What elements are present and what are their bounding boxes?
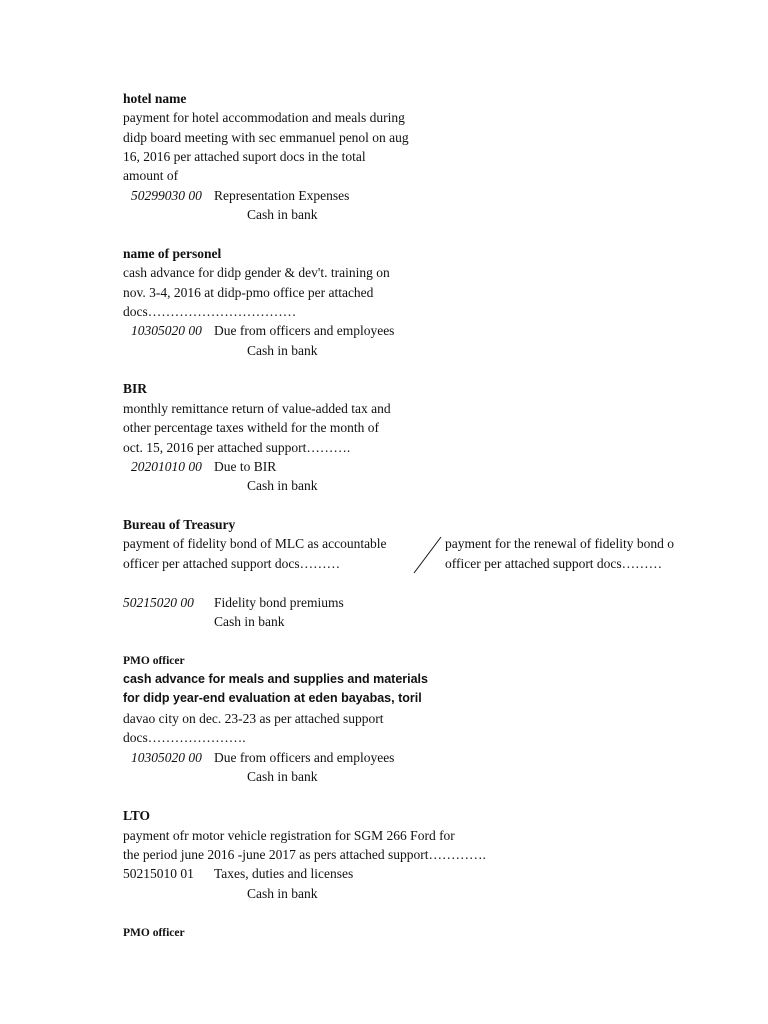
account-code: 50215020 00 (123, 595, 194, 610)
entry-description-line: davao city on dec. 23-23 as per attached support (123, 711, 384, 726)
entry-description-line: for didp year-end evaluation at eden bayabas, toril (123, 691, 422, 705)
credit-account: Cash in bank (247, 343, 318, 358)
debit-account: Fidelity bond premiums (214, 595, 344, 610)
entry-heading: BIR (123, 381, 148, 396)
debit-account: Representation Expenses (214, 188, 350, 203)
entry-heading: name of personel (123, 246, 222, 261)
credit-account: Cash in bank (247, 478, 318, 493)
entry-description-line: payment of fidelity bond of MLC as accountable (123, 536, 387, 551)
debit-account: Due from officers and employees (214, 323, 395, 338)
alternate-description-line: payment for the renewal of fidelity bond o (445, 536, 675, 551)
account-code: 10305020 00 (131, 323, 202, 338)
entry-description-line: cash advance for meals and supplies and materials (123, 672, 428, 686)
entry-heading: PMO officer (123, 927, 185, 939)
account-code: 20201010 00 (131, 459, 202, 474)
entry-description-line: payment for hotel accommodation and meals during (123, 110, 405, 125)
entry-heading: PMO officer (123, 655, 185, 667)
alternate-description-line: officer per attached support docs……… (445, 556, 663, 571)
credit-account: Cash in bank (247, 769, 318, 784)
credit-account: Cash in bank (247, 886, 318, 901)
entry-heading: hotel name (123, 91, 187, 106)
entry-description-line: the period june 2016 -june 2017 as pers attached support…………. (123, 847, 486, 862)
debit-account: Due from officers and employees (214, 750, 395, 765)
alternate-description (445, 534, 768, 574)
entry-description-line: docs…………………. (123, 730, 246, 745)
entry-heading: Bureau of Treasury (123, 517, 236, 532)
entry-description-line: officer per attached support docs……… (123, 556, 341, 571)
debit-account: Due to BIR (214, 459, 277, 474)
entry-description-line: docs…………………………… (123, 304, 297, 319)
entry-description-line: payment ofr motor vehicle registration for SGM 266 Ford for (123, 828, 455, 843)
entry-heading: LTO (123, 808, 151, 823)
account-code: 10305020 00 (131, 750, 202, 765)
credit-account: Cash in bank (214, 614, 285, 629)
account-code: 50299030 00 (131, 188, 202, 203)
entry-description-line: nov. 3-4, 2016 at didp-pmo office per attached (123, 285, 374, 300)
account-code: 50215010 01 (123, 866, 194, 881)
entry-description-line: oct. 15, 2016 per attached support………. (123, 440, 351, 455)
entry-description-line: other percentage taxes witheld for the month of (123, 420, 380, 435)
entry-description-line: didp board meeting with sec emmanuel penol on aug (123, 130, 409, 145)
entry-description-line: amount of (123, 168, 179, 183)
entry-description-line: cash advance for didp gender & dev't. training on (123, 265, 390, 280)
debit-account: Taxes, duties and licenses (214, 866, 354, 881)
entry-description-line: monthly remittance return of value-added tax and (123, 401, 391, 416)
credit-account: Cash in bank (247, 207, 318, 222)
entry-description-line: 16, 2016 per attached suport docs in the total (123, 149, 366, 164)
